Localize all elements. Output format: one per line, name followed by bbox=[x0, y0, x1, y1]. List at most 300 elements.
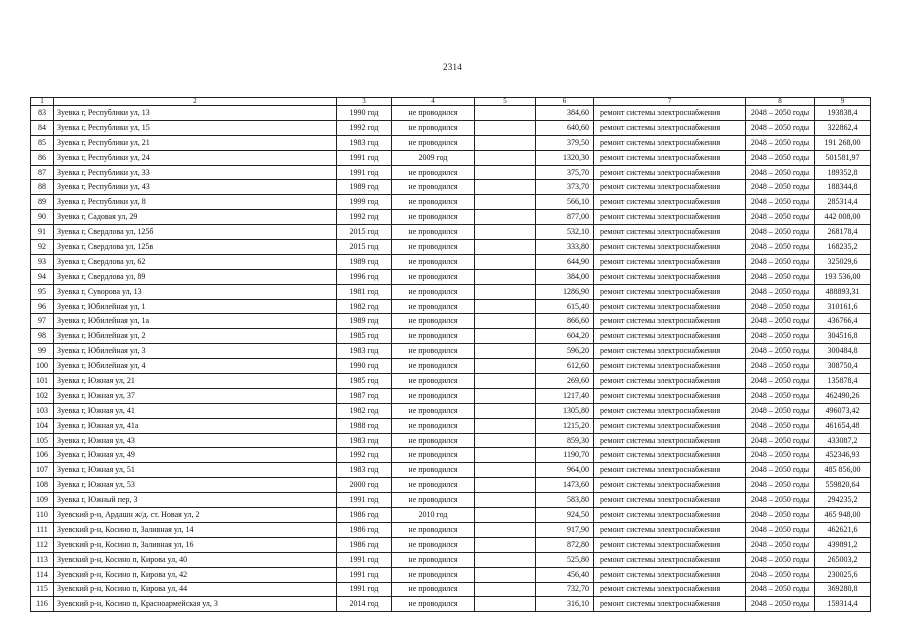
column-5-cell bbox=[475, 388, 536, 403]
table-row bbox=[31, 418, 871, 433]
table-row bbox=[31, 299, 871, 314]
table-row bbox=[31, 433, 871, 448]
area-cell: 924,50 bbox=[536, 508, 594, 523]
column-5-cell bbox=[475, 493, 536, 508]
table-row bbox=[31, 314, 871, 329]
work-type-cell: ремонт системы электроснабжения bbox=[594, 150, 746, 165]
area-cell: 877,00 bbox=[536, 210, 594, 225]
period-cell: 2048 – 2050 годы bbox=[746, 522, 815, 537]
cost-cell: 462490,26 bbox=[815, 388, 871, 403]
cost-cell: 436766,4 bbox=[815, 314, 871, 329]
row-number-cell: 97 bbox=[31, 314, 54, 329]
period-cell: 2048 – 2050 годы bbox=[746, 180, 815, 195]
area-cell: 1320,30 bbox=[536, 150, 594, 165]
work-type-cell: ремонт системы электроснабжения bbox=[594, 254, 746, 269]
year-built-cell: 1991 год bbox=[337, 150, 392, 165]
year-built-cell: 1989 год bbox=[337, 314, 392, 329]
column-5-cell bbox=[475, 254, 536, 269]
cost-cell: 465 948,00 bbox=[815, 508, 871, 523]
cost-cell: 193838,4 bbox=[815, 106, 871, 121]
table-row bbox=[31, 463, 871, 478]
table-header-row bbox=[31, 98, 871, 106]
row-number-cell: 106 bbox=[31, 448, 54, 463]
cost-cell: 485 856,00 bbox=[815, 463, 871, 478]
work-type-cell: ремонт системы электроснабжения bbox=[594, 314, 746, 329]
area-cell: 269,60 bbox=[536, 374, 594, 389]
table-row bbox=[31, 180, 871, 195]
last-repair-cell: не проводился bbox=[392, 433, 475, 448]
work-type-cell: ремонт системы электроснабжения bbox=[594, 329, 746, 344]
year-built-cell: 1991 год bbox=[337, 567, 392, 582]
column-5-cell bbox=[475, 329, 536, 344]
address-cell: Зуевка г, Свердлова ул, 125в bbox=[54, 240, 337, 255]
last-repair-cell: не проводился bbox=[392, 254, 475, 269]
period-cell: 2048 – 2050 годы bbox=[746, 478, 815, 493]
column-header: 7 bbox=[594, 98, 746, 106]
period-cell: 2048 – 2050 годы bbox=[746, 150, 815, 165]
row-number-cell: 100 bbox=[31, 359, 54, 374]
column-header: 3 bbox=[337, 98, 392, 106]
period-cell: 2048 – 2050 годы bbox=[746, 254, 815, 269]
last-repair-cell: не проводился bbox=[392, 225, 475, 240]
column-header: 1 bbox=[31, 98, 54, 106]
row-number-cell: 104 bbox=[31, 418, 54, 433]
column-5-cell bbox=[475, 269, 536, 284]
cost-cell: 462621,6 bbox=[815, 522, 871, 537]
housing-repair-table bbox=[30, 97, 871, 612]
year-built-cell: 1987 год bbox=[337, 388, 392, 403]
period-cell: 2048 – 2050 годы bbox=[746, 329, 815, 344]
area-cell: 373,70 bbox=[536, 180, 594, 195]
row-number-cell: 85 bbox=[31, 135, 54, 150]
area-cell: 917,90 bbox=[536, 522, 594, 537]
area-cell: 596,20 bbox=[536, 344, 594, 359]
year-built-cell: 1983 год bbox=[337, 344, 392, 359]
area-cell: 1286,90 bbox=[536, 284, 594, 299]
area-cell: 640,60 bbox=[536, 120, 594, 135]
row-number-cell: 98 bbox=[31, 329, 54, 344]
address-cell: Зуевка г, Южная ул, 43 bbox=[54, 433, 337, 448]
year-built-cell: 1981 год bbox=[337, 284, 392, 299]
column-5-cell bbox=[475, 522, 536, 537]
work-type-cell: ремонт системы электроснабжения bbox=[594, 597, 746, 612]
area-cell: 866,60 bbox=[536, 314, 594, 329]
address-cell: Зуевский р-н, Ардашн ж/д. ст. Новая ул, 2 bbox=[54, 508, 337, 523]
column-5-cell bbox=[475, 299, 536, 314]
work-type-cell: ремонт системы электроснабжения bbox=[594, 135, 746, 150]
address-cell: Зуевка г, Южная ул, 21 bbox=[54, 374, 337, 389]
cost-cell: 325029,6 bbox=[815, 254, 871, 269]
area-cell: 384,00 bbox=[536, 269, 594, 284]
cost-cell: 442 008,00 bbox=[815, 210, 871, 225]
row-number-cell: 99 bbox=[31, 344, 54, 359]
cost-cell: 433087,2 bbox=[815, 433, 871, 448]
year-built-cell: 1990 год bbox=[337, 106, 392, 121]
address-cell: Зуевка г, Республики ул, 43 bbox=[54, 180, 337, 195]
table-row bbox=[31, 195, 871, 210]
cost-cell: 285314,4 bbox=[815, 195, 871, 210]
address-cell: Зуевка г, Свердлова ул, 125б bbox=[54, 225, 337, 240]
last-repair-cell: не проводился bbox=[392, 165, 475, 180]
address-cell: Зуевка г, Республики ул, 15 bbox=[54, 120, 337, 135]
cost-cell: 322862,4 bbox=[815, 120, 871, 135]
cost-cell: 501581,97 bbox=[815, 150, 871, 165]
last-repair-cell: не проводился bbox=[392, 195, 475, 210]
area-cell: 612,60 bbox=[536, 359, 594, 374]
work-type-cell: ремонт системы электроснабжения bbox=[594, 403, 746, 418]
last-repair-cell: не проводился bbox=[392, 418, 475, 433]
cost-cell: 159314,4 bbox=[815, 597, 871, 612]
cost-cell: 300484,8 bbox=[815, 344, 871, 359]
address-cell: Зуевка г, Южный пер, 3 bbox=[54, 493, 337, 508]
column-5-cell bbox=[475, 374, 536, 389]
work-type-cell: ремонт системы электроснабжения bbox=[594, 269, 746, 284]
period-cell: 2048 – 2050 годы bbox=[746, 359, 815, 374]
work-type-cell: ремонт системы электроснабжения bbox=[594, 522, 746, 537]
table-row bbox=[31, 478, 871, 493]
work-type-cell: ремонт системы электроснабжения bbox=[594, 359, 746, 374]
area-cell: 566,10 bbox=[536, 195, 594, 210]
address-cell: Зуевский р-н, Косино п, Кирова ул, 44 bbox=[54, 582, 337, 597]
last-repair-cell: не проводился bbox=[392, 210, 475, 225]
row-number-cell: 101 bbox=[31, 374, 54, 389]
row-number-cell: 95 bbox=[31, 284, 54, 299]
cost-cell: 230025,6 bbox=[815, 567, 871, 582]
address-cell: Зуевка г, Садовая ул, 29 bbox=[54, 210, 337, 225]
address-cell: Зуевка г, Южная ул, 49 bbox=[54, 448, 337, 463]
work-type-cell: ремонт системы электроснабжения bbox=[594, 120, 746, 135]
last-repair-cell: не проводился bbox=[392, 344, 475, 359]
cost-cell: 189352,8 bbox=[815, 165, 871, 180]
address-cell: Зуевка г, Свердлова ул, 62 bbox=[54, 254, 337, 269]
year-built-cell: 1985 год bbox=[337, 374, 392, 389]
row-number-cell: 91 bbox=[31, 225, 54, 240]
row-number-cell: 93 bbox=[31, 254, 54, 269]
last-repair-cell: не проводился bbox=[392, 106, 475, 121]
last-repair-cell: не проводился bbox=[392, 597, 475, 612]
work-type-cell: ремонт системы электроснабжения bbox=[594, 388, 746, 403]
column-header: 2 bbox=[54, 98, 337, 106]
period-cell: 2048 – 2050 годы bbox=[746, 195, 815, 210]
table-row bbox=[31, 359, 871, 374]
year-built-cell: 1988 год bbox=[337, 418, 392, 433]
column-5-cell bbox=[475, 359, 536, 374]
column-5-cell bbox=[475, 567, 536, 582]
period-cell: 2048 – 2050 годы bbox=[746, 269, 815, 284]
last-repair-cell: не проводился bbox=[392, 329, 475, 344]
row-number-cell: 111 bbox=[31, 522, 54, 537]
period-cell: 2048 – 2050 годы bbox=[746, 225, 815, 240]
address-cell: Зуевка г, Южная ул, 53 bbox=[54, 478, 337, 493]
area-cell: 964,00 bbox=[536, 463, 594, 478]
work-type-cell: ремонт системы электроснабжения bbox=[594, 508, 746, 523]
year-built-cell: 1982 год bbox=[337, 299, 392, 314]
address-cell: Зуевка г, Юбилейная ул, 2 bbox=[54, 329, 337, 344]
row-number-cell: 110 bbox=[31, 508, 54, 523]
row-number-cell: 108 bbox=[31, 478, 54, 493]
table-row bbox=[31, 567, 871, 582]
table-row bbox=[31, 493, 871, 508]
row-number-cell: 112 bbox=[31, 537, 54, 552]
column-5-cell bbox=[475, 314, 536, 329]
last-repair-cell: не проводился bbox=[392, 180, 475, 195]
row-number-cell: 114 bbox=[31, 567, 54, 582]
work-type-cell: ремонт системы электроснабжения bbox=[594, 552, 746, 567]
row-number-cell: 88 bbox=[31, 180, 54, 195]
period-cell: 2048 – 2050 годы bbox=[746, 448, 815, 463]
table-row bbox=[31, 165, 871, 180]
area-cell: 333,80 bbox=[536, 240, 594, 255]
last-repair-cell: не проводился bbox=[392, 388, 475, 403]
period-cell: 2048 – 2050 годы bbox=[746, 120, 815, 135]
address-cell: Зуевский р-н, Косино п, Красноармейская ул, 3 bbox=[54, 597, 337, 612]
address-cell: Зуевка г, Южная ул, 37 bbox=[54, 388, 337, 403]
year-built-cell: 1989 год bbox=[337, 180, 392, 195]
column-5-cell bbox=[475, 120, 536, 135]
last-repair-cell: не проводился bbox=[392, 374, 475, 389]
column-5-cell bbox=[475, 150, 536, 165]
cost-cell: 265003,2 bbox=[815, 552, 871, 567]
period-cell: 2048 – 2050 годы bbox=[746, 165, 815, 180]
table-row bbox=[31, 269, 871, 284]
last-repair-cell: не проводился bbox=[392, 448, 475, 463]
address-cell: Зуевка г, Южная ул, 41а bbox=[54, 418, 337, 433]
last-repair-cell: не проводился bbox=[392, 120, 475, 135]
year-built-cell: 1992 год bbox=[337, 210, 392, 225]
table-row bbox=[31, 106, 871, 121]
last-repair-cell: не проводился bbox=[392, 314, 475, 329]
year-built-cell: 1992 год bbox=[337, 120, 392, 135]
year-built-cell: 1986 год bbox=[337, 508, 392, 523]
row-number-cell: 103 bbox=[31, 403, 54, 418]
column-header: 5 bbox=[475, 98, 536, 106]
period-cell: 2048 – 2050 годы bbox=[746, 418, 815, 433]
work-type-cell: ремонт системы электроснабжения bbox=[594, 478, 746, 493]
table-row bbox=[31, 254, 871, 269]
area-cell: 872,80 bbox=[536, 537, 594, 552]
period-cell: 2048 – 2050 годы bbox=[746, 374, 815, 389]
period-cell: 2048 – 2050 годы bbox=[746, 388, 815, 403]
work-type-cell: ремонт системы электроснабжения bbox=[594, 210, 746, 225]
cost-cell: 496073,42 bbox=[815, 403, 871, 418]
page-number: 2314 bbox=[443, 62, 462, 72]
address-cell: Зуевка г, Южная ул, 41 bbox=[54, 403, 337, 418]
table-row bbox=[31, 240, 871, 255]
address-cell: Зуевка г, Республики ул, 24 bbox=[54, 150, 337, 165]
last-repair-cell: не проводился bbox=[392, 284, 475, 299]
year-built-cell: 1983 год bbox=[337, 433, 392, 448]
year-built-cell: 1982 год bbox=[337, 403, 392, 418]
column-5-cell bbox=[475, 508, 536, 523]
year-built-cell: 1996 год bbox=[337, 269, 392, 284]
year-built-cell: 1990 год bbox=[337, 359, 392, 374]
table-row bbox=[31, 597, 871, 612]
cost-cell: 193 536,00 bbox=[815, 269, 871, 284]
year-built-cell: 1992 год bbox=[337, 448, 392, 463]
row-number-cell: 116 bbox=[31, 597, 54, 612]
last-repair-cell: не проводился bbox=[392, 552, 475, 567]
table-row bbox=[31, 284, 871, 299]
column-5-cell bbox=[475, 284, 536, 299]
period-cell: 2048 – 2050 годы bbox=[746, 210, 815, 225]
work-type-cell: ремонт системы электроснабжения bbox=[594, 448, 746, 463]
row-number-cell: 84 bbox=[31, 120, 54, 135]
last-repair-cell: не проводился bbox=[392, 299, 475, 314]
column-5-cell bbox=[475, 448, 536, 463]
cost-cell: 308750,4 bbox=[815, 359, 871, 374]
year-built-cell: 1989 год bbox=[337, 254, 392, 269]
period-cell: 2048 – 2050 годы bbox=[746, 463, 815, 478]
cost-cell: 188344,8 bbox=[815, 180, 871, 195]
column-5-cell bbox=[475, 478, 536, 493]
area-cell: 316,10 bbox=[536, 597, 594, 612]
period-cell: 2048 – 2050 годы bbox=[746, 582, 815, 597]
year-built-cell: 2015 год bbox=[337, 225, 392, 240]
address-cell: Зуевский р-н, Косино п, Кирова ул, 42 bbox=[54, 567, 337, 582]
table-row bbox=[31, 374, 871, 389]
year-built-cell: 1985 год bbox=[337, 329, 392, 344]
cost-cell: 461654,48 bbox=[815, 418, 871, 433]
table-row bbox=[31, 120, 871, 135]
last-repair-cell: не проводился bbox=[392, 269, 475, 284]
row-number-cell: 94 bbox=[31, 269, 54, 284]
row-number-cell: 102 bbox=[31, 388, 54, 403]
work-type-cell: ремонт системы электроснабжения bbox=[594, 284, 746, 299]
table-row bbox=[31, 582, 871, 597]
year-built-cell: 2000 год bbox=[337, 478, 392, 493]
area-cell: 1215,20 bbox=[536, 418, 594, 433]
row-number-cell: 87 bbox=[31, 165, 54, 180]
work-type-cell: ремонт системы электроснабжения bbox=[594, 106, 746, 121]
year-built-cell: 1991 год bbox=[337, 582, 392, 597]
column-header: 8 bbox=[746, 98, 815, 106]
cost-cell: 488893,31 bbox=[815, 284, 871, 299]
period-cell: 2048 – 2050 годы bbox=[746, 567, 815, 582]
cost-cell: 168235,2 bbox=[815, 240, 871, 255]
area-cell: 859,30 bbox=[536, 433, 594, 448]
work-type-cell: ремонт системы электроснабжения bbox=[594, 225, 746, 240]
column-5-cell bbox=[475, 403, 536, 418]
year-built-cell: 1991 год bbox=[337, 552, 392, 567]
period-cell: 2048 – 2050 годы bbox=[746, 344, 815, 359]
address-cell: Зуевка г, Юбилейная ул, 1 bbox=[54, 299, 337, 314]
area-cell: 1217,40 bbox=[536, 388, 594, 403]
column-5-cell bbox=[475, 165, 536, 180]
table-row bbox=[31, 388, 871, 403]
column-5-cell bbox=[475, 537, 536, 552]
address-cell: Зуевка г, Юбилейная ул, 3 bbox=[54, 344, 337, 359]
row-number-cell: 115 bbox=[31, 582, 54, 597]
last-repair-cell: не проводился bbox=[392, 522, 475, 537]
period-cell: 2048 – 2050 годы bbox=[746, 597, 815, 612]
area-cell: 532,10 bbox=[536, 225, 594, 240]
row-number-cell: 83 bbox=[31, 106, 54, 121]
area-cell: 1473,60 bbox=[536, 478, 594, 493]
area-cell: 525,80 bbox=[536, 552, 594, 567]
last-repair-cell: не проводился bbox=[392, 478, 475, 493]
last-repair-cell: не проводился bbox=[392, 403, 475, 418]
column-5-cell bbox=[475, 240, 536, 255]
column-5-cell bbox=[475, 433, 536, 448]
column-5-cell bbox=[475, 195, 536, 210]
last-repair-cell: не проводился bbox=[392, 537, 475, 552]
area-cell: 1305,80 bbox=[536, 403, 594, 418]
area-cell: 379,50 bbox=[536, 135, 594, 150]
area-cell: 375,70 bbox=[536, 165, 594, 180]
column-5-cell bbox=[475, 463, 536, 478]
period-cell: 2048 – 2050 годы bbox=[746, 403, 815, 418]
year-built-cell: 1983 год bbox=[337, 463, 392, 478]
work-type-cell: ремонт системы электроснабжения bbox=[594, 537, 746, 552]
row-number-cell: 109 bbox=[31, 493, 54, 508]
period-cell: 2048 – 2050 годы bbox=[746, 299, 815, 314]
work-type-cell: ремонт системы электроснабжения bbox=[594, 299, 746, 314]
column-5-cell bbox=[475, 106, 536, 121]
cost-cell: 135878,4 bbox=[815, 374, 871, 389]
area-cell: 644,90 bbox=[536, 254, 594, 269]
table-row bbox=[31, 448, 871, 463]
address-cell: Зуевка г, Республики ул, 21 bbox=[54, 135, 337, 150]
row-number-cell: 89 bbox=[31, 195, 54, 210]
row-number-cell: 105 bbox=[31, 433, 54, 448]
column-5-cell bbox=[475, 210, 536, 225]
area-cell: 456,40 bbox=[536, 567, 594, 582]
work-type-cell: ремонт системы электроснабжения bbox=[594, 418, 746, 433]
table-row bbox=[31, 135, 871, 150]
period-cell: 2048 – 2050 годы bbox=[746, 552, 815, 567]
year-built-cell: 1999 год bbox=[337, 195, 392, 210]
work-type-cell: ремонт системы электроснабжения bbox=[594, 374, 746, 389]
column-header: 9 bbox=[815, 98, 871, 106]
area-cell: 732,70 bbox=[536, 582, 594, 597]
work-type-cell: ремонт системы электроснабжения bbox=[594, 433, 746, 448]
period-cell: 2048 – 2050 годы bbox=[746, 240, 815, 255]
column-5-cell bbox=[475, 225, 536, 240]
address-cell: Зуевка г, Юбилейная ул, 1а bbox=[54, 314, 337, 329]
table-row bbox=[31, 508, 871, 523]
area-cell: 604,20 bbox=[536, 329, 594, 344]
cost-cell: 439891,2 bbox=[815, 537, 871, 552]
work-type-cell: ремонт системы электроснабжения bbox=[594, 180, 746, 195]
area-cell: 583,80 bbox=[536, 493, 594, 508]
column-5-cell bbox=[475, 597, 536, 612]
row-number-cell: 92 bbox=[31, 240, 54, 255]
work-type-cell: ремонт системы электроснабжения bbox=[594, 567, 746, 582]
column-5-cell bbox=[475, 582, 536, 597]
table-row bbox=[31, 329, 871, 344]
table-row bbox=[31, 150, 871, 165]
work-type-cell: ремонт системы электроснабжения bbox=[594, 582, 746, 597]
row-number-cell: 90 bbox=[31, 210, 54, 225]
year-built-cell: 2014 год bbox=[337, 597, 392, 612]
address-cell: Зуевский р-н, Косино п, Кирова ул, 40 bbox=[54, 552, 337, 567]
year-built-cell: 2015 год bbox=[337, 240, 392, 255]
address-cell: Зуевка г, Суворова ул, 13 bbox=[54, 284, 337, 299]
cost-cell: 310161,6 bbox=[815, 299, 871, 314]
period-cell: 2048 – 2050 годы bbox=[746, 508, 815, 523]
period-cell: 2048 – 2050 годы bbox=[746, 493, 815, 508]
row-number-cell: 113 bbox=[31, 552, 54, 567]
cost-cell: 559820,64 bbox=[815, 478, 871, 493]
last-repair-cell: 2009 год bbox=[392, 150, 475, 165]
year-built-cell: 1991 год bbox=[337, 493, 392, 508]
table-row bbox=[31, 225, 871, 240]
work-type-cell: ремонт системы электроснабжения bbox=[594, 344, 746, 359]
column-5-cell bbox=[475, 552, 536, 567]
row-number-cell: 86 bbox=[31, 150, 54, 165]
address-cell: Зуевский р-н, Косино п, Заливная ул, 14 bbox=[54, 522, 337, 537]
last-repair-cell: не проводился bbox=[392, 493, 475, 508]
